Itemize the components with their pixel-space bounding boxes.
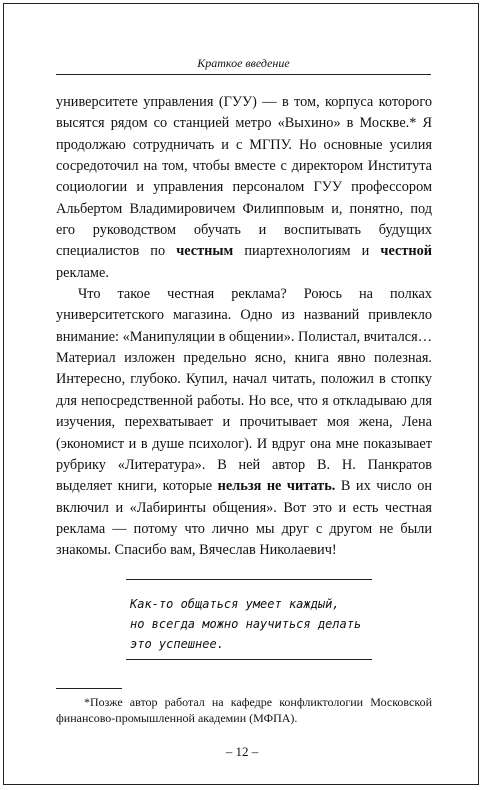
quote-top-rule <box>126 579 372 580</box>
quote-line: но всегда можно научиться делать <box>130 617 362 631</box>
handwritten-quote <box>130 594 390 654</box>
page-number: – 12 – <box>225 744 259 759</box>
paragraph-2 <box>56 284 432 561</box>
footnote <box>56 694 432 726</box>
text-segment: В их число он включил и «Лабиринты общения». Вот это и есть честная реклама — потому что лично мы друг с другом не были знакомы. Спасибо вам, Вячеслав Николаевич! <box>56 478 433 559</box>
bold-emphasis: честной <box>380 243 432 260</box>
text-segment: университете управления (ГУУ) — в том, корпуса которого высятся рядом со станцией метро «Выхино» в Москве.* Я продолжаю сотрудничать и с МГПУ. Но основные усилия сосредоточил на том, чтобы вместе с директором Института социологии и управления персоналом ГУУ профессором Альбертом Владимировичем Филипповым и, понятно, под его руководством обучать и воспитывать будущих специалистов по <box>56 94 432 260</box>
quote-line: это успешнее. <box>130 637 224 651</box>
paragraph-1 <box>56 92 432 284</box>
bold-emphasis: нельзя не читать. <box>217 478 336 495</box>
quote-bottom-rule <box>126 659 372 660</box>
bold-emphasis: честным <box>176 243 234 260</box>
quote-line: Как-то общаться умеет каждый, <box>130 597 340 611</box>
text-segment: пиартехнологиям и <box>233 243 381 260</box>
footnote-text: Позже автор работал на кафедре конфликтологии Московской финансово-промышленной академии (МФПА). <box>56 695 432 725</box>
body-text <box>56 92 432 562</box>
text-segment: рекламе. <box>56 264 109 281</box>
running-header: Краткое введение <box>56 56 431 75</box>
text-segment: Что такое честная реклама? Роюсь на полках университетского магазина. Одно из названий привлекло внимание: «Манипуляции в общении». Полистал, вчитался… Материал изложен предельно ясно, книга явно полезная. Интересно, глубоко. Купил, начал читать, положил в стопку для непосредственной работы. Но все, что я откладываю для изучения, перехватывает и прочитывает моя жена, Лена (экономист и в душе психолог). И вдруг она мне показывает рубрику «Литература». В ней автор В. Н. Панкратов выделяет книги, которые <box>56 286 432 495</box>
footnote-rule <box>56 688 122 689</box>
footnote-mark: * <box>84 695 90 709</box>
